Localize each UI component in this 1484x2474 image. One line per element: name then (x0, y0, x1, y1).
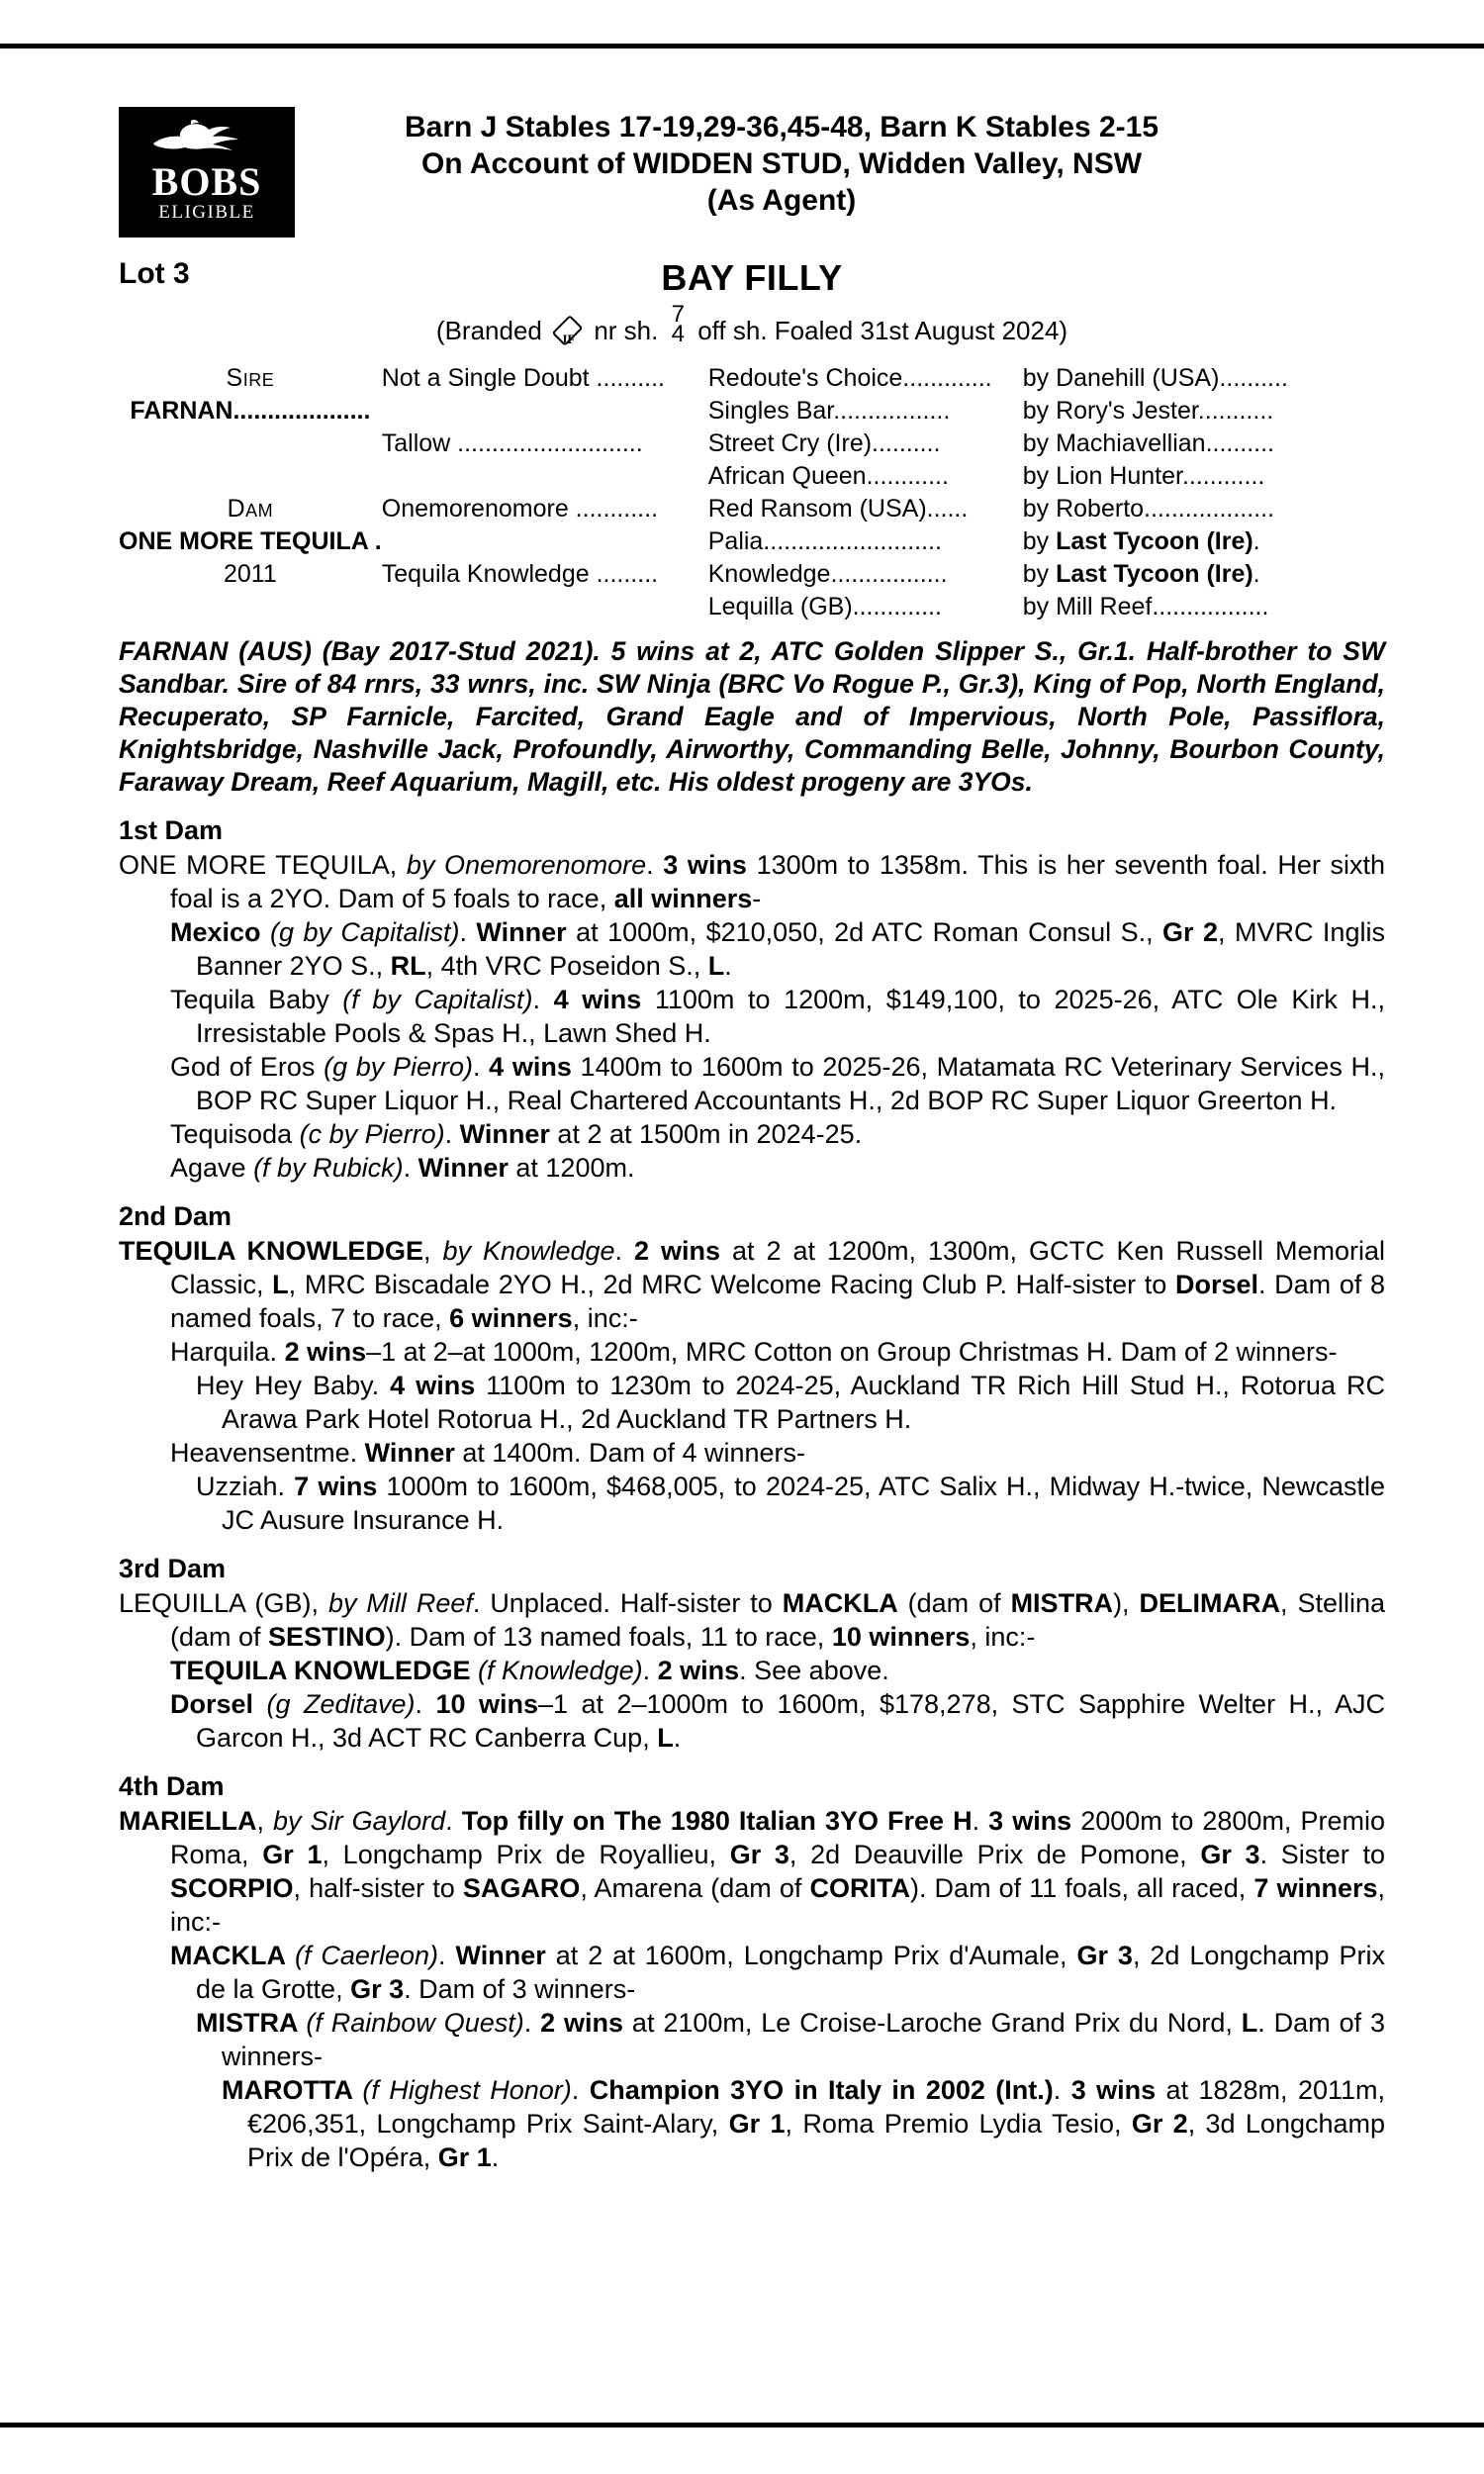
entry-text: . Dam of 8 named foals, 7 to race, (170, 1270, 1386, 1333)
pedigree-grandparent-cell (382, 525, 708, 558)
entry-text: 1000m to 1600m, $468,005, to 2024-25, ATC Salix H., Midway H.-twice, Newcastle JC Ausure Insurance H. (222, 1472, 1385, 1535)
entry-text: . Dam of 3 winners- (404, 1974, 636, 2004)
branding-line (119, 301, 1385, 348)
entry-bold-text: 7 winners (1253, 1873, 1378, 1903)
entry-text: . (415, 1689, 436, 1719)
entry-text: . (646, 850, 664, 880)
entry-bold-text: Gr 3 (1200, 1840, 1260, 1869)
pedigree-row (119, 558, 1385, 591)
entry-text: , 2d Deauville Prix de Pomone, (788, 1840, 1201, 1869)
pedigree-parent-cell (119, 428, 382, 460)
entry-text: , MRC Biscadale 2YO H., 2d MRC Welcome Racing Club P. Half-sister to (288, 1270, 1175, 1299)
pedigree-greatgrandparent-cell: Redoute's Choice............. (707, 364, 992, 392)
pedigree-entry (119, 848, 1385, 915)
pedigree-greatgrandparent-cell: Palia.......................... (707, 527, 942, 555)
entry-text: 1400m to 1600m to 2025-26, Matamata RC Veterinary Services H., BOP RC Super Liquor H., Real Chartered Accountants H., 2d BOP RC Super Liquor Greerton H. (196, 1052, 1385, 1115)
pedigree-entry (119, 1050, 1385, 1117)
dam-sections (119, 812, 1385, 2174)
pedigree-by-sire-name: Last Tycoon (Ire) (1056, 560, 1253, 588)
entry-text: at 2 at 1600m, Longchamp Prix d'Aumale, (545, 1941, 1077, 1970)
entry-text: –1 at 2–at 1000m, 1200m, MRC Cotton on Group Christmas H. Dam of 2 winners- (366, 1337, 1338, 1367)
brand-denominator: 4 (671, 321, 685, 347)
entry-bold-text: Mexico (170, 917, 270, 947)
entry-text: Heavensentme. (170, 1438, 365, 1468)
entry-italic-text: by Knowledge (442, 1236, 615, 1266)
entry-bold-text: 3 wins (988, 1806, 1072, 1836)
entry-bold-text: SAGARO (462, 1873, 581, 1903)
pedigree-entry (119, 1687, 1385, 1755)
entry-text: , Roma Premio Lydia Tesio, (785, 2109, 1132, 2139)
pedigree-greatgrandparent-cell: Red Ransom (USA)...... (707, 495, 969, 523)
pedigree-grandparent-cell: Onemorenomore ............ (381, 495, 659, 523)
entry-bold-text: 4 wins (390, 1371, 476, 1400)
entry-text: Agave (170, 1153, 254, 1183)
entry-italic-text: by Onemorenomore (406, 850, 647, 880)
entry-text: . (724, 951, 732, 981)
entry-bold-text: L (1241, 2008, 1258, 2038)
pedigree-entry (119, 1234, 1385, 1335)
pedigree-entry (119, 1335, 1385, 1369)
entry-bold-text: MACKLA (170, 1941, 295, 1970)
account-of-line: On Account of WIDDEN STUD, Widden Valley, NSW (420, 147, 1143, 180)
pedigree-greatgrandparent-cell: Lequilla (GB)............. (707, 593, 942, 620)
entry-italic-text: (g by Pierro) (324, 1052, 473, 1082)
entry-bold-text: 3 wins (1070, 2075, 1157, 2105)
entry-bold-text: Gr 2 (1162, 917, 1219, 947)
page-bottom-rule (0, 2423, 1484, 2427)
brand-numerator: 7 (671, 301, 685, 328)
pedigree-by-cell: by Danehill (USA).......... (1022, 364, 1288, 392)
pedigree-grandparent-cell (382, 395, 708, 428)
entry-italic-text: by Mill Reef (327, 1588, 473, 1618)
entry-bold-text: Gr 3 (729, 1840, 789, 1869)
entry-text: . (491, 2142, 500, 2172)
entry-bold-text: Gr 1 (728, 2109, 786, 2139)
entry-bold-text: Gr 3 (1076, 1941, 1133, 1970)
pedigree-by-cell: by Machiavellian.......... (1022, 429, 1275, 457)
entry-text: at 2 at 1200m, 1300m, GCTC Ken Russell Memorial Classic, (170, 1236, 1385, 1299)
entry-bold-text: 7 wins (294, 1472, 378, 1501)
entry-text: , Stellina (dam of (170, 1588, 1385, 1652)
entry-text: . (403, 1153, 418, 1183)
entry-bold-text: 10 wins (435, 1689, 538, 1719)
pedigree-by-cell: by Lion Hunter............ (1022, 462, 1265, 490)
pedigree-entry (119, 1369, 1385, 1436)
page-content (119, 103, 1385, 2174)
logo-brand-text: BOBS (151, 159, 262, 204)
sire-label: Sire (226, 364, 275, 392)
entry-text: . (571, 2075, 590, 2105)
entry-text: , inc:- (572, 1303, 638, 1333)
pedigree-parent-cell (119, 460, 382, 493)
entry-italic-text: (f Highest Honor) (362, 2075, 572, 2105)
entry-text: , inc:- (970, 1622, 1036, 1652)
dam-year: 2011 (223, 560, 277, 588)
entry-bold-text: MAROTTA (222, 2075, 363, 2105)
pedigree-by-cell: by Roberto................... (1022, 495, 1275, 523)
pedigree-table (119, 362, 1385, 623)
entry-italic-text: (g by Capitalist) (269, 917, 460, 947)
entry-italic-text: (f by Rubick) (253, 1153, 404, 1183)
entry-bold-text: TEQUILA KNOWLEDGE (170, 1656, 478, 1685)
entry-bold-text: 4 wins (489, 1052, 572, 1082)
entry-italic-text: (c by Pierro) (299, 1119, 445, 1149)
entry-text: at 1000m, $210,050, 2d ATC Roman Consul S., (566, 917, 1163, 947)
bobs-eligible-logo (119, 107, 295, 238)
pedigree-entry (119, 1470, 1385, 1537)
entry-text: - (752, 884, 762, 913)
pedigree-entry (119, 1804, 1385, 1939)
entry-bold-text: Winner (476, 917, 567, 947)
entry-bold-text: 2 wins (634, 1236, 721, 1266)
entry-text: . (459, 917, 477, 947)
entry-text: at 2100m, Le Croise-Laroche Grand Prix du Nord, (623, 2008, 1242, 2038)
entry-text: –1 at 2–1000m to 1600m, $178,278, STC Sapphire Welter H., AJC Garcon H., 3d ACT RC Canberra Cup, (196, 1689, 1385, 1753)
logo-eligible-text: ELIGIBLE (158, 202, 255, 223)
entry-text: . See above. (739, 1656, 889, 1685)
lot-number: Lot 3 (119, 257, 190, 290)
entry-bold-text: MARIELLA (119, 1806, 257, 1836)
entry-bold-text: Gr 3 (350, 1974, 405, 2004)
entry-text: ). Dam of 13 named foals, 11 to race, (385, 1622, 832, 1652)
entry-bold-text: 3 wins (663, 850, 747, 880)
entry-bold-text: TEQUILA KNOWLEDGE (119, 1236, 423, 1266)
lot-title-row (119, 257, 1385, 305)
entry-bold-text: 4 wins (553, 985, 642, 1014)
entry-text: at 1400m. Dam of 4 winners- (454, 1438, 806, 1468)
pedigree-parent-cell (119, 362, 382, 395)
entry-text: Tequisoda (170, 1119, 300, 1149)
entry-bold-text: Winner (459, 1119, 550, 1149)
dam-section-heading: 1st Dam (119, 815, 224, 845)
entry-bold-text: Gr 1 (437, 2142, 492, 2172)
pedigree-entry (119, 1151, 1385, 1185)
pedigree-parent-cell (119, 395, 382, 428)
entry-italic-text: by Sir Gaylord (273, 1806, 446, 1836)
entry-bold-text: Winner (364, 1438, 455, 1468)
pedigree-parent-cell (119, 525, 382, 558)
entry-bold-text: Dorsel (1174, 1270, 1258, 1299)
pedigree-greatgrandparent-cell: Singles Bar................. (707, 397, 951, 425)
pedigree-grandparent-cell (382, 460, 708, 493)
entry-bold-text: Top filly on The 1980 Italian 3YO Free H (461, 1806, 973, 1836)
pedigree-entry (119, 1586, 1385, 1654)
entry-bold-text: 2 wins (540, 2008, 624, 2038)
entry-text: , 4th VRC Poseidon S., (425, 951, 708, 981)
entry-text: , half-sister to (293, 1873, 463, 1903)
pedigree-grandparent-cell: Tallow ........................... (381, 429, 643, 457)
pedigree-by-cell: by Last Tycoon (Ire). (1022, 527, 1260, 555)
brand-diamond-icon (551, 315, 585, 348)
entry-bold-text: DELIMARA (1139, 1588, 1280, 1618)
entry-bold-text: Winner (455, 1941, 546, 1970)
entry-text: Hey Hey Baby. (196, 1371, 391, 1400)
pedigree-entry (119, 1939, 1385, 2006)
pedigree-by-sire-name: Last Tycoon (Ire) (1056, 527, 1253, 555)
entry-bold-text: CORITA (809, 1873, 910, 1903)
entry-text: . Unplaced. Half-sister to (472, 1588, 783, 1618)
entry-bold-text: 2 wins (657, 1656, 740, 1685)
entry-text: , (256, 1806, 274, 1836)
pedigree-row (119, 591, 1385, 623)
entry-text: 1100m to 1230m to 2024-25, Auckland TR Rich Hill Stud H., Rotorua RC Arawa Park Hotel Rotorua H., 2d Auckland TR Partners H. (222, 1371, 1385, 1434)
entry-text: . (445, 1806, 462, 1836)
entry-bold-text: L (272, 1270, 289, 1299)
pedigree-parent-cell (119, 558, 382, 591)
entry-text: . (972, 1806, 989, 1836)
entry-bold-text: 6 winners (449, 1303, 573, 1333)
entry-italic-text: (f Rainbow Quest) (306, 2008, 524, 2038)
entry-text: , 3d Longchamp Prix de l'Opéra, (247, 2109, 1386, 2172)
entry-text: . (523, 2008, 541, 2038)
pedigree-parent-cell (119, 493, 382, 525)
sire-name: FARNAN.................... (130, 397, 371, 425)
entry-text: , (422, 1236, 443, 1266)
entry-text: (dam of (897, 1588, 1011, 1618)
entry-text: . (472, 1052, 490, 1082)
entry-text: . (673, 1723, 682, 1753)
entry-bold-text: Gr 2 (1131, 2109, 1188, 2139)
entry-bold-text: 2 wins (284, 1337, 367, 1367)
entry-text: at 1200m. (508, 1153, 635, 1183)
dam-section-heading: 3rd Dam (119, 1554, 227, 1583)
entry-text: at 1828m, 2011m, €206,351, Longchamp Prix Saint-Alary, (247, 2075, 1386, 2139)
entry-bold-text: MISTRA (196, 2008, 307, 2038)
brand-prefix-text: (Branded (435, 316, 542, 345)
entry-text: ONE MORE TEQUILA, (119, 850, 407, 880)
entry-text: . (642, 1656, 658, 1685)
entry-bold-text: 10 winners (831, 1622, 971, 1652)
brand-suffix-text: off sh. Foaled 31st August 2024) (697, 316, 1068, 345)
pedigree-entry (119, 1436, 1385, 1470)
entry-text: God of Eros (170, 1052, 325, 1082)
entry-bold-text: MISTRA (1010, 1588, 1114, 1618)
entry-text: . Sister to (1259, 1840, 1386, 1869)
pedigree-by-cell: by Mill Reef................. (1022, 593, 1269, 620)
entry-italic-text: (g Zeditave) (266, 1689, 416, 1719)
pedigree-by-cell: by Rory's Jester........... (1022, 397, 1274, 425)
entry-bold-text: L (707, 951, 725, 981)
entry-text: . (1053, 2075, 1071, 2105)
dam-section-heading: 2nd Dam (119, 1201, 232, 1231)
entry-text: , inc:- (170, 1873, 1385, 1937)
dam-label: Dam (227, 495, 274, 523)
pedigree-entry (119, 1117, 1385, 1151)
pedigree-row (119, 493, 1385, 525)
entry-bold-text: RL (390, 951, 426, 981)
pedigree-row (119, 395, 1385, 428)
dam-name: ONE MORE TEQUILA . (119, 527, 382, 555)
entry-text: 1100m to 1200m, $149,100, to 2025-26, ATC Ole Kirk H., Irresistable Pools & Spas H., Lawn Shed H. (196, 985, 1385, 1048)
horse-head-icon (147, 117, 266, 160)
entry-bold-text: Gr 1 (262, 1840, 323, 1869)
entry-bold-text: Dorsel (170, 1689, 267, 1719)
entry-bold-text: all winners (613, 884, 753, 913)
entry-text: , Longchamp Prix de Royallieu, (322, 1840, 730, 1869)
entry-text: , MVRC Inglis Banner 2YO S., (196, 917, 1385, 981)
entry-italic-text: (f Knowledge) (478, 1656, 643, 1685)
brand-number-fraction (671, 301, 685, 347)
pedigree-entry (119, 983, 1385, 1050)
entry-bold-text: SCORPIO (170, 1873, 294, 1903)
as-agent-line: (As Agent) (706, 184, 857, 217)
page-top-rule (0, 44, 1484, 48)
pedigree-by-cell: by Last Tycoon (Ire). (1022, 560, 1260, 588)
entry-text: 2000m to 2800m, Premio Roma, (170, 1806, 1385, 1869)
pedigree-entry (119, 2006, 1385, 2073)
entry-italic-text: (f Caerleon) (294, 1941, 438, 1970)
pedigree-entry (119, 2073, 1385, 2174)
barn-stables-line: Barn J Stables 17-19,29-36,45-48, Barn K Stables 2-15 (404, 111, 1159, 143)
entry-text: . Dam of 3 winners- (222, 2008, 1385, 2071)
entry-text: . (444, 1119, 460, 1149)
header (119, 103, 1385, 251)
pedigree-entry (119, 915, 1385, 983)
entry-text: at 2 at 1500m in 2024-25. (549, 1119, 863, 1149)
pedigree-parent-cell (119, 591, 382, 623)
sire-summary-paragraph: FARNAN (AUS) (Bay 2017-Stud 2021). 5 wins at 2, ATC Golden Slipper S., Gr.1. Half-brother to SW Sandbar. Sire of 84 rnrs, 33 wnrs, inc. SW Ninja (BRC Vo Rogue P., Gr.3), King of Pop, North England, Recuperato, SP Farnicle, Farcited, Grand Eagle and of Impervious, North Pole, Passiflora, Knightsbridge, Nashville Jack, Profoundly, Airworthy, Commanding Belle, Johnny, Bourbon County, Faraway Dream, Reef Aquarium, Magill, etc. His oldest progeny are 3YOs. (119, 636, 1385, 797)
brand-near-shoulder-text: nr sh. (594, 316, 659, 345)
pedigree-row (119, 362, 1385, 395)
pedigree-grandparent-cell: Not a Single Doubt .......... (381, 364, 666, 392)
colour-and-sex: BAY FILLY (661, 257, 843, 298)
pedigree-row (119, 460, 1385, 493)
pedigree-body (119, 362, 1385, 623)
consignment-header (119, 103, 1385, 219)
dam-section-heading: 4th Dam (119, 1771, 225, 1801)
pedigree-grandparent-cell (382, 591, 708, 623)
pedigree-entry (119, 1654, 1385, 1687)
pedigree-greatgrandparent-cell: African Queen............ (707, 462, 949, 490)
pedigree-row (119, 428, 1385, 460)
entry-text: 1300m to 1358m. This is her seventh foal. Her sixth foal is a 2YO. Dam of 5 foals to race, (170, 850, 1385, 913)
pedigree-greatgrandparent-cell: Knowledge................. (707, 560, 948, 588)
entry-text: Tequila Baby (170, 985, 343, 1014)
entry-text: , Amarena (dam of (580, 1873, 810, 1903)
entry-bold-text: MACKLA (782, 1588, 898, 1618)
pedigree-grandparent-cell: Tequila Knowledge ......... (381, 560, 659, 588)
entry-text: Uzziah. (196, 1472, 295, 1501)
entry-text: . (532, 985, 554, 1014)
entry-bold-text: SESTINO (268, 1622, 386, 1652)
pedigree-greatgrandparent-cell: Street Cry (Ire).......... (707, 429, 941, 457)
entry-text: Harquila. (170, 1337, 285, 1367)
entry-bold-text: L (657, 1723, 674, 1753)
entry-text: . (614, 1236, 635, 1266)
entry-italic-text: (f by Capitalist) (342, 985, 533, 1014)
entry-text: ). Dam of 11 foals, all raced, (909, 1873, 1254, 1903)
entry-text: , 2d Longchamp Prix de la Grotte, (196, 1941, 1385, 2004)
pedigree-row (119, 525, 1385, 558)
entry-text: LEQUILLA (GB), (119, 1588, 328, 1618)
entry-bold-text: Winner (417, 1153, 509, 1183)
brand-symbol-letters: JF (560, 332, 576, 346)
entry-bold-text: Champion 3YO in Italy in 2002 (Int.) (589, 2075, 1054, 2105)
entry-text: ), (1113, 1588, 1140, 1618)
entry-text: . (437, 1941, 456, 1970)
